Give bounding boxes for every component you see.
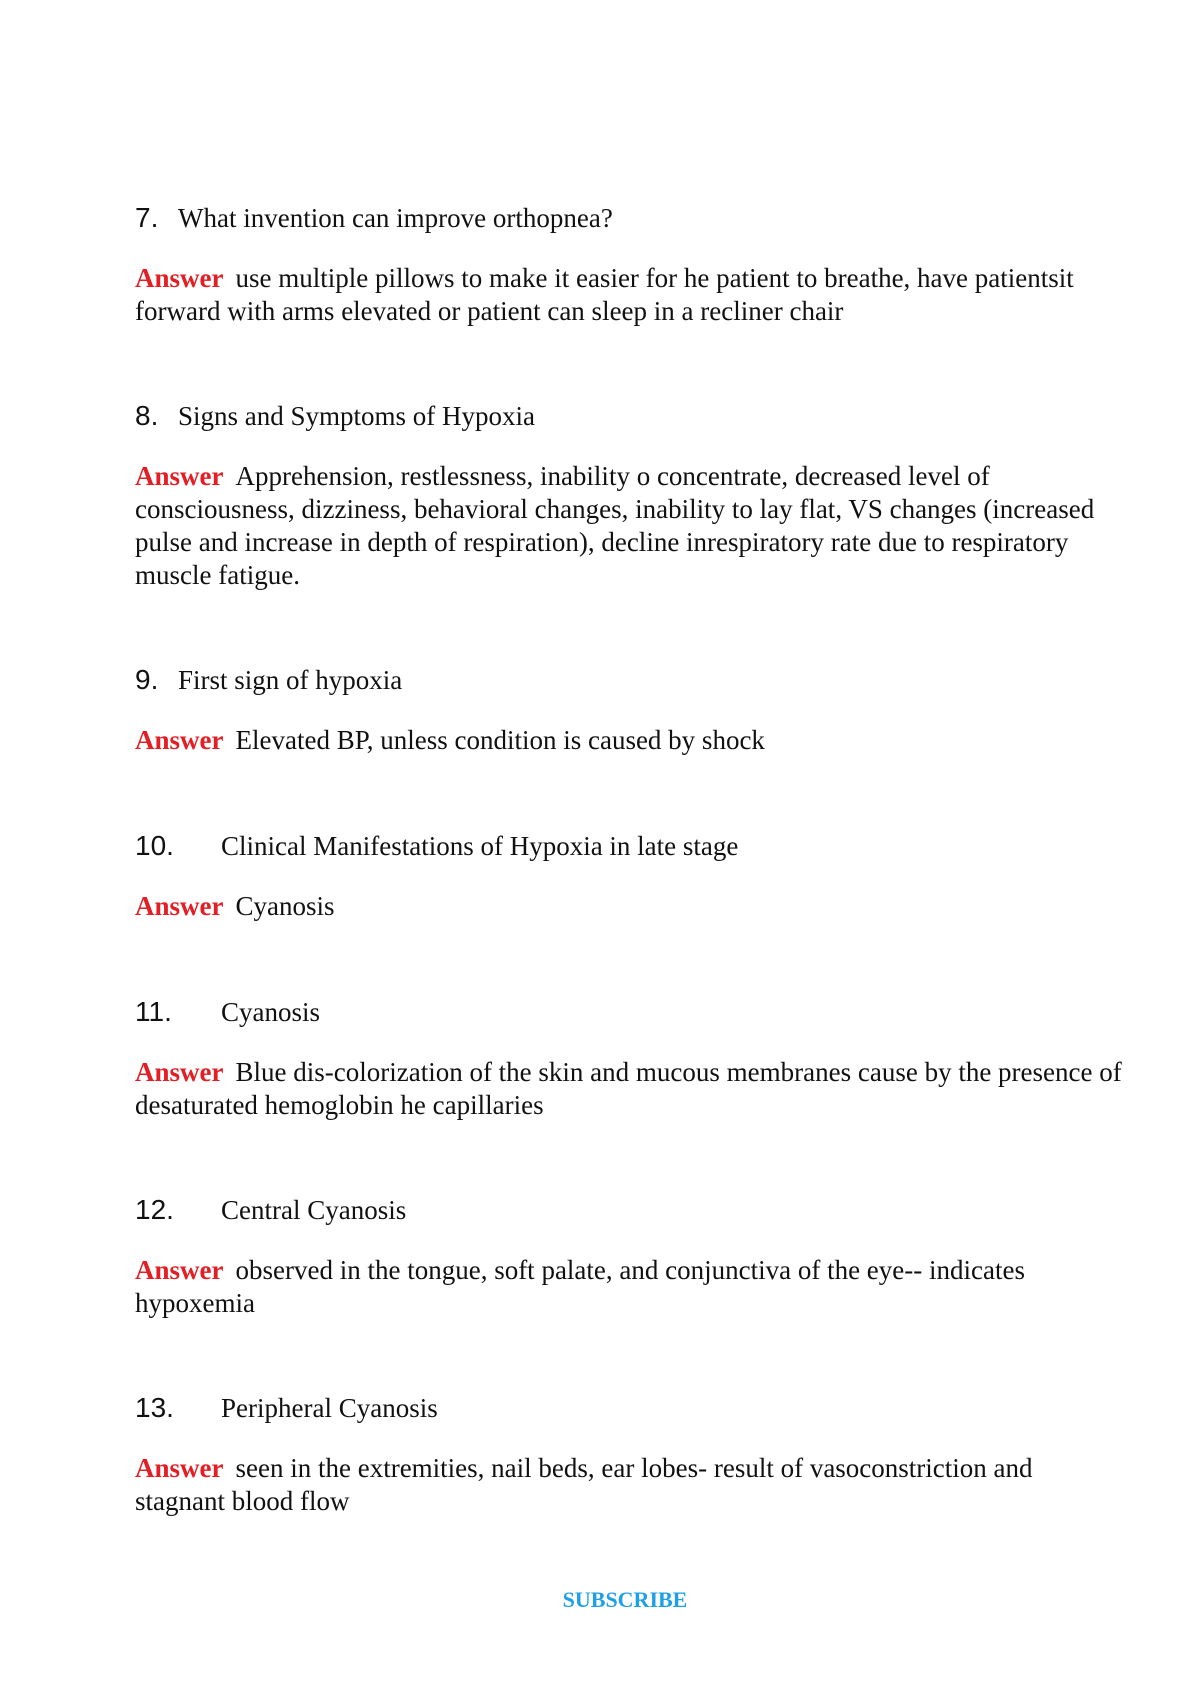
answer-label: Answer: [135, 1453, 224, 1483]
question-text: Signs and Symptoms of Hypoxia: [178, 401, 536, 431]
answer-label: Answer: [135, 1255, 224, 1285]
question-text: What invention can improve orthopnea?: [178, 203, 613, 233]
question-number: 11.: [135, 996, 172, 1027]
answer-label: Answer: [135, 263, 224, 293]
answer-label: Answer: [135, 725, 224, 755]
question-block-11: [135, 992, 1125, 1122]
question-number: 10.: [135, 830, 174, 861]
answer-text: Blue dis-colorization of the skin and mucous membranes cause by the presence of desaturated hemoglobin he capillaries: [135, 1057, 1122, 1120]
answer-paragraph: [135, 1056, 1125, 1122]
answer-paragraph: [135, 724, 1125, 757]
question-number: 13.: [135, 1392, 174, 1423]
question-block-7: [135, 198, 1125, 328]
question-number: 9.: [135, 664, 159, 695]
answer-paragraph: [135, 262, 1125, 328]
answer-text: observed in the tongue, soft palate, and conjunctiva of the eye-- indicates hypoxemia: [135, 1255, 1025, 1318]
answer-text: Apprehension, restlessness, inability o concentrate, decreased level of consciousness, dizziness, behavioral changes, inability to lay flat, VS changes (increased pulse and increase in depth of respiration), decline inrespiratory rate due to respiratory muscle fatigue.: [135, 461, 1095, 590]
question-text: First sign of hypoxia: [178, 665, 403, 695]
question-block-12: [135, 1190, 1125, 1320]
question-text: Clinical Manifestations of Hypoxia in late stage: [221, 831, 739, 861]
question-block-10: [135, 826, 1125, 923]
answer-label: Answer: [135, 891, 224, 921]
answer-text: seen in the extremities, nail beds, ear lobes- result of vasoconstriction and stagnant blood flow: [135, 1453, 1033, 1516]
question-number: 7.: [135, 202, 159, 233]
answer-text: Cyanosis: [235, 891, 335, 921]
question-number: 12.: [135, 1194, 174, 1225]
question-block-13: [135, 1388, 1125, 1518]
question-number: 8.: [135, 400, 159, 431]
question-block-9: [135, 660, 1125, 757]
answer-paragraph: [135, 890, 1125, 923]
question-text: Peripheral Cyanosis: [221, 1393, 438, 1423]
subscribe-link[interactable]: SUBSCRIBE: [562, 1587, 688, 1612]
question-text: Cyanosis: [221, 997, 321, 1027]
answer-paragraph: [135, 460, 1125, 592]
answer-text: Elevated BP, unless condition is caused by shock: [235, 725, 765, 755]
answer-paragraph: [135, 1254, 1125, 1320]
answer-paragraph: [135, 1452, 1125, 1518]
answer-text: use multiple pillows to make it easier for he patient to breathe, have patientsit forward with arms elevated or patient can sleep in a recliner chair: [135, 263, 1074, 326]
answer-label: Answer: [135, 461, 224, 491]
answer-label: Answer: [135, 1057, 224, 1087]
question-text: Central Cyanosis: [221, 1195, 407, 1225]
question-block-8: [135, 396, 1125, 592]
